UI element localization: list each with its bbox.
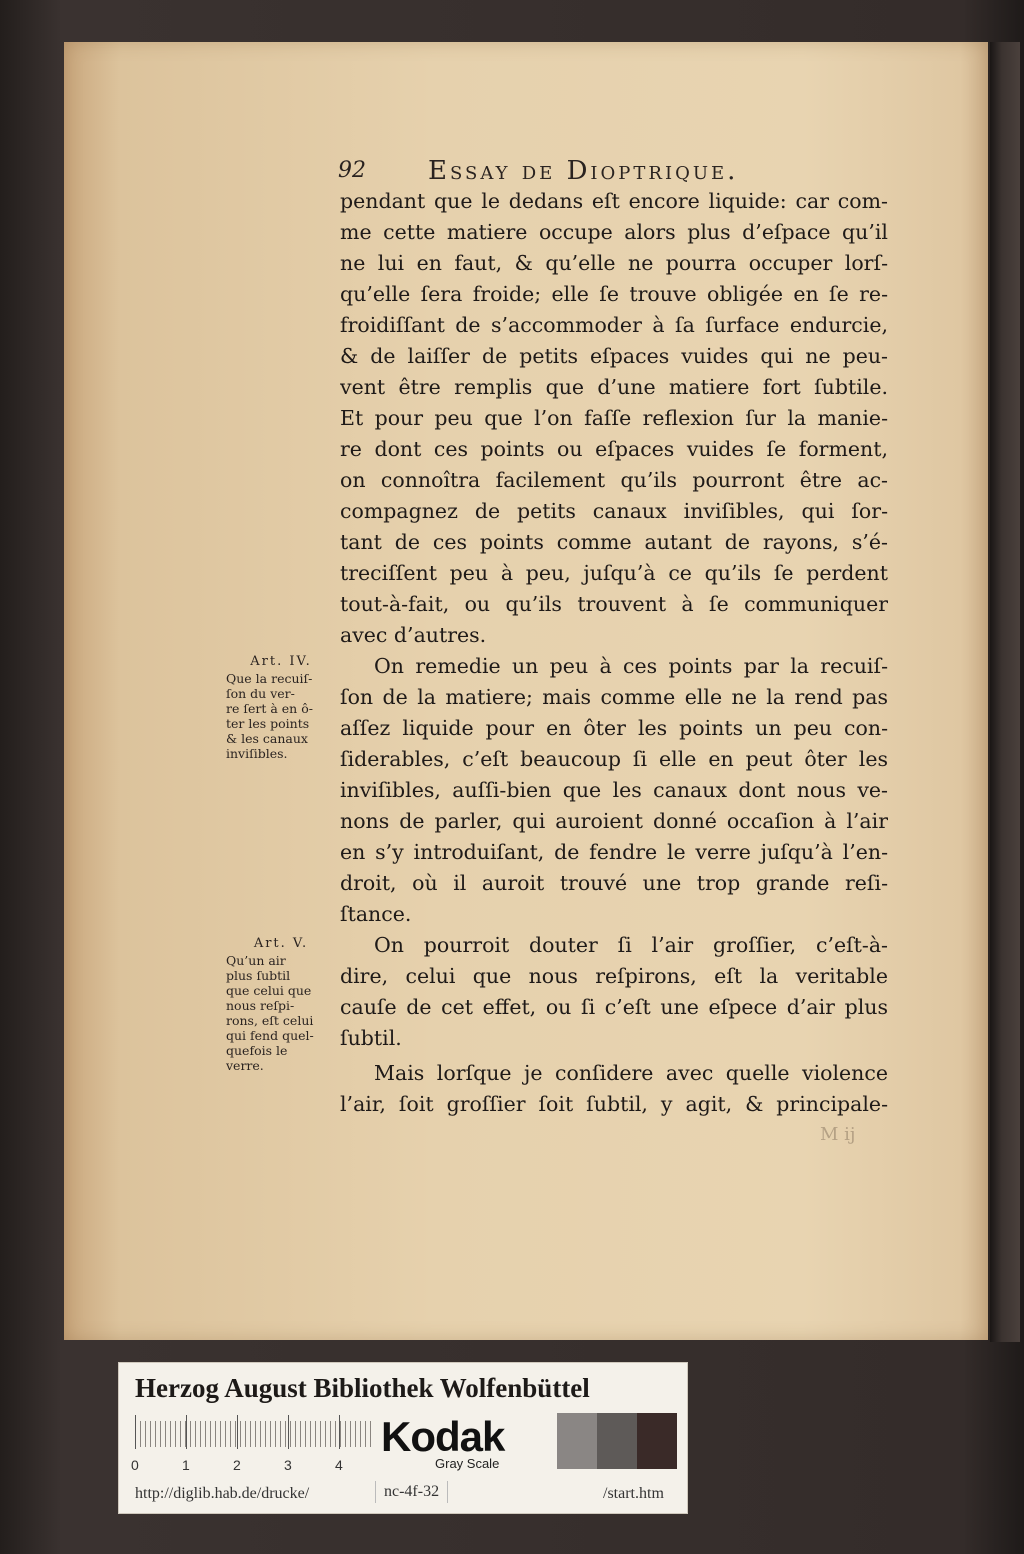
body-text: [340, 186, 888, 1120]
ruler-number: 4: [335, 1457, 343, 1473]
text-line: re dont ces points ou eſpaces vuides ſe forment,: [340, 437, 888, 461]
ruler-number: 3: [284, 1457, 292, 1473]
margin-note-line: inviſibles.: [226, 746, 288, 761]
margin-note-line: Que la recuiſ-: [226, 671, 313, 686]
margin-note-heading: Art. IV.: [250, 654, 312, 669]
text-line: aſſez liquide pour en ôter les points un peu con-: [340, 716, 888, 740]
running-head: [338, 156, 898, 190]
text-line: Mais lorſque je conſidere avec quelle violence: [374, 1061, 888, 1085]
margin-note-line: quefois le: [226, 1043, 288, 1058]
margin-note-line: & les canaux: [226, 731, 308, 746]
running-title: Essay de Dioptrique.: [428, 156, 739, 186]
margin-note-heading: Art. V.: [253, 936, 309, 951]
text-line: vent être remplis que d’une matiere fort ſubtile.: [340, 375, 888, 399]
gray-swatch: [597, 1413, 637, 1469]
text-line: tout-à-fait, ou qu’ils trouvent à ſe communiquer: [340, 592, 888, 616]
text-line: tant de ces points comme autant de rayons, s’é-: [340, 530, 888, 554]
page-number: 92: [338, 158, 366, 183]
margin-note-line: nous reſpi-: [226, 998, 295, 1013]
text-line: froidiſſant de s’accommoder à ſa ſurface endurcie,: [340, 313, 888, 337]
margin-note-art-iv: [226, 654, 336, 761]
text-line: droit, où il auroit trouvé une trop grande reſi-: [340, 871, 888, 895]
text-line: dire, celui que nous reſpirons, eſt la veritable: [340, 964, 888, 988]
gray-scale-swatches: [517, 1413, 677, 1469]
gray-swatch: [557, 1413, 597, 1469]
text-line: pendant que le dedans eſt encore liquide: car com-: [340, 189, 888, 213]
margin-note-line: ter les points: [226, 716, 310, 731]
margin-note-line: verre.: [226, 1058, 264, 1073]
text-line: Et pour peu que l’on faſſe reflexion ſur la manie-: [340, 406, 888, 430]
ruler-number: 2: [233, 1457, 241, 1473]
ruler-number: 0: [131, 1457, 139, 1473]
archive-label-card: [118, 1362, 688, 1514]
start-url: /start.htm: [603, 1485, 664, 1502]
text-line: ſiderables, c’eſt beaucoup ſi elle en peut ôter les: [340, 747, 888, 771]
text-line: nons de parler, qui auroient donné occaſion à l’air: [340, 809, 888, 833]
margin-note-line: que celui que: [226, 983, 312, 998]
text-line: on connoîtra facilement qu’ils pourront être ac-: [340, 468, 888, 492]
signature-mark: M ij: [820, 1124, 856, 1145]
gray-scale-label: Gray Scale: [435, 1456, 500, 1471]
text-line: ne lui en faut, & qu’elle ne pourra occuper lorſ-: [340, 251, 888, 275]
text-line: ſtance.: [340, 902, 412, 926]
text-line: treciſſent peu à peu, juſqu’à ce qu’ils ſe perdent: [340, 561, 888, 585]
ruler-major-ticks: [135, 1415, 375, 1449]
shelfmark: nc-4f-32: [375, 1481, 448, 1503]
text-line: On pourroit douter ſi l’air groſſier, c’eſt-à-: [374, 933, 888, 957]
text-line: en s’y introduiſant, de fendre le verre juſqu’à l’en-: [340, 840, 888, 864]
text-line: On remedie un peu à ces points par la recuiſ-: [374, 654, 888, 678]
library-url: http://diglib.hab.de/drucke/: [135, 1485, 310, 1502]
text-line: avec d’autres.: [340, 623, 487, 647]
text-line: inviſibles, auſſi-bien que les canaux dont nous ve-: [340, 778, 888, 802]
margin-note-line: qui fend quel-: [226, 1028, 314, 1043]
ruler-number: 1: [182, 1457, 190, 1473]
margin-note-art-v: [226, 936, 336, 1073]
text-line: compagnez de petits canaux inviſibles, qui ſor-: [340, 499, 888, 523]
institution-name: Herzog August Bibliothek Wolfenbüttel: [135, 1373, 590, 1403]
gray-swatch: [637, 1413, 677, 1469]
text-line: me cette matiere occupe alors plus d’eſpace qu’il: [340, 220, 888, 244]
margin-note-line: Qu’un air: [226, 953, 286, 968]
text-line: ſon de la matiere; mais comme elle ne la rend pas: [340, 685, 888, 709]
text-line: cauſe de cet effet, ou ſi c’eſt une eſpece d’air plus: [340, 995, 888, 1019]
margin-note-line: re ſert à en ô-: [226, 701, 313, 716]
text-line: & de laiſſer de petits eſpaces vuides qui ne peu-: [340, 344, 888, 368]
text-line: qu’elle ſera froide; elle ſe trouve obligée en ſe re-: [340, 282, 888, 306]
ruler-numbers: [131, 1457, 391, 1475]
margin-note-line: ſon du ver-: [226, 686, 295, 701]
gray-swatch: [517, 1413, 557, 1469]
margin-note-line: rons, eſt celui: [226, 1013, 314, 1028]
text-line: l’air, ſoit groſſier ſoit ſubtil, y agit, & principale-: [340, 1092, 888, 1116]
margin-note-line: plus ſubtil: [226, 968, 291, 983]
kodak-logo: Kodak: [381, 1413, 505, 1460]
facing-page-edge: [990, 42, 1020, 1342]
text-line: ſubtil.: [340, 1026, 402, 1050]
